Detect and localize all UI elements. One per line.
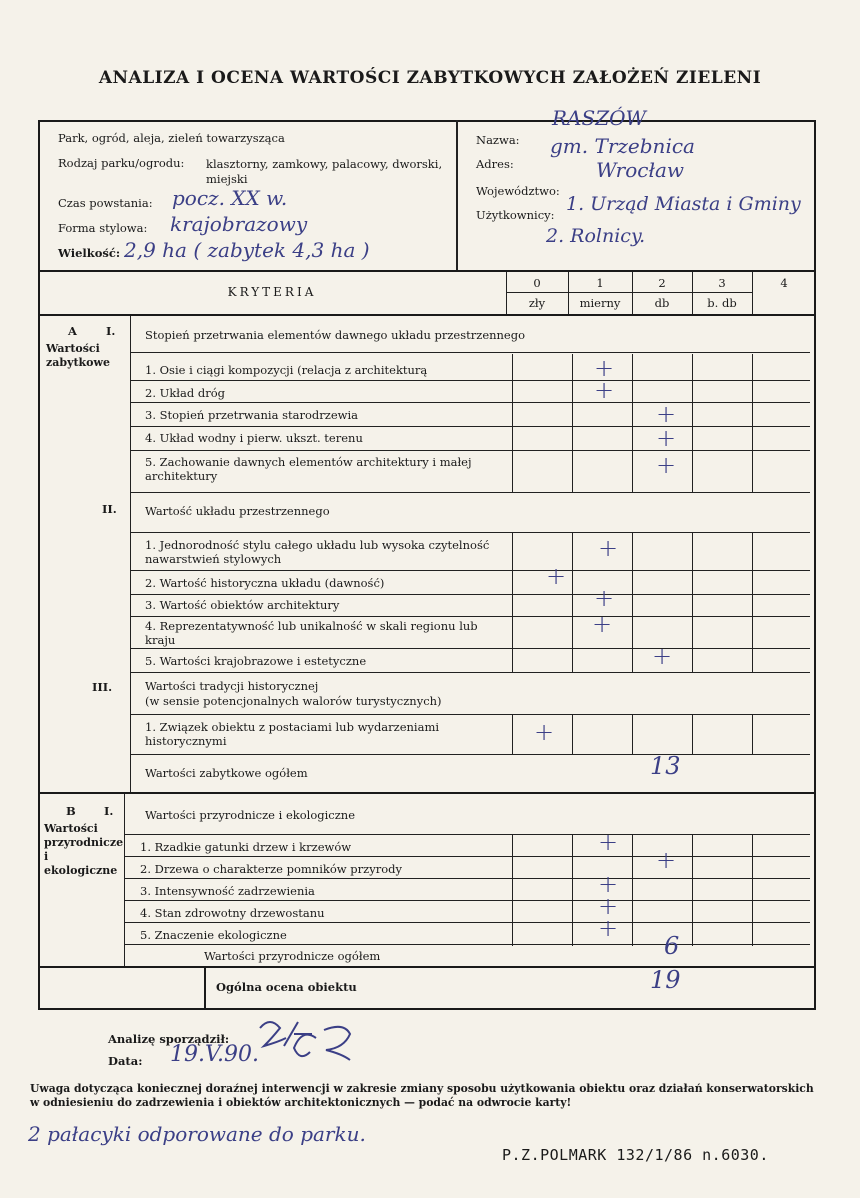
mark-b1-2: + bbox=[656, 846, 677, 874]
mark-a1-2: + bbox=[594, 376, 615, 404]
prepared-by-label: Analizę sporządził: bbox=[108, 1032, 230, 1046]
section-b-total-label: Wartości przyrodnicze ogółem bbox=[204, 949, 381, 963]
overall-label: Ogólna ocena obiektu bbox=[216, 980, 357, 994]
overall-value: 19 bbox=[650, 966, 681, 994]
section-b-roman: I. bbox=[104, 804, 114, 818]
uzytkownicy-value-2: 2. Rolnicy. bbox=[546, 225, 646, 247]
criterion-a1-5: 5. Zachowanie dawnych elementów architektury i małej architektury bbox=[145, 455, 472, 483]
section-a-total-label: Wartości zabytkowe ogółem bbox=[145, 766, 308, 780]
intervention-note: Uwaga dotycząca koniecznej doraźnej interwencji w zakresie zmiany sposobu użytkowania obiektu oraz działań konserwatorskich w odniesieniu do zadrzewienia i obiektów architektonicznych — podać na odwrocie karty! bbox=[30, 1082, 814, 1109]
group-a2-title: Wartość układu przestrzennego bbox=[145, 504, 330, 518]
criterion-b1-4: 4. Stan zdrowotny drzewostanu bbox=[140, 906, 325, 920]
group-a1-title: Stopień przetrwania elementów dawnego układu przestrzennego bbox=[145, 328, 526, 342]
handwritten-note: 2 pałacyki odporowane do parku. bbox=[28, 1122, 366, 1146]
section-a-name: Wartości zabytkowe bbox=[46, 342, 110, 369]
group-a3-title: Wartości tradycji historycznej bbox=[145, 679, 319, 693]
prepared-by-signature bbox=[254, 1016, 374, 1071]
mark-a2-4: + bbox=[592, 610, 613, 638]
printer-mark: P.Z.POLMARK 132/1/86 n.6030. bbox=[502, 1146, 769, 1164]
nazwa-value: RASZÓW bbox=[552, 106, 647, 130]
criterion-a1-3: 3. Stopień przetrwania starodrzewia bbox=[145, 408, 358, 422]
adres-value-2: Wrocław bbox=[596, 158, 684, 182]
mark-a1-1: + bbox=[594, 354, 615, 382]
criterion-a1-4: 4. Układ wodny i pierw. ukszt. terenu bbox=[145, 431, 363, 445]
group-a2-roman: II. bbox=[102, 502, 117, 516]
section-b-total-value: 6 bbox=[664, 932, 680, 960]
section-a-letter: A bbox=[68, 324, 77, 338]
date-label: Data: bbox=[108, 1054, 143, 1068]
adres-value: gm. Trzebnica bbox=[550, 134, 695, 158]
group-a3-subtitle: (w sensie potencjonalnych walorów turystycznych) bbox=[145, 694, 442, 708]
uzytkownicy-value: 1. Urząd Miasta i Gminy bbox=[566, 193, 801, 215]
signature-drawing bbox=[254, 1016, 374, 1064]
criterion-b1-5: 5. Znaczenie ekologiczne bbox=[140, 928, 287, 942]
column-2-number: 2 bbox=[658, 276, 666, 290]
column-3-number: 3 bbox=[718, 276, 726, 290]
section-a-roman: I. bbox=[106, 324, 116, 338]
rodzaj-options: klasztorny, zamkowy, palacowy, dworski, bbox=[206, 157, 443, 171]
mark-b1-3: + bbox=[598, 870, 619, 898]
forma-label: Forma stylowa: bbox=[58, 221, 148, 235]
forma-value: krajobrazowy bbox=[170, 212, 308, 236]
section-b-name: Wartości przyrodnicze i ekologiczne bbox=[44, 822, 124, 877]
section-a-total-value: 13 bbox=[650, 752, 681, 780]
column-0-label: zły bbox=[528, 296, 546, 310]
criterion-a1-1: 1. Osie i ciągi kompozycji (relacja z architekturą bbox=[145, 363, 428, 377]
criterion-b1-1: 1. Rzadkie gatunki drzew i krzewów bbox=[140, 840, 352, 854]
criterion-a3-1: 1. Związek obiektu z postaciami lub wydarzeniami historycznymi bbox=[145, 720, 440, 748]
czas-value: pocz. XX w. bbox=[172, 186, 288, 210]
group-a3-roman: III. bbox=[92, 680, 113, 694]
column-0-number: 0 bbox=[533, 276, 541, 290]
document-title: ANALIZA I OCENA WARTOŚCI ZABYTKOWYCH ZAŁOŻEŃ ZIELENI bbox=[98, 68, 762, 88]
rodzaj-label: Rodzaj parku/ogrodu: bbox=[58, 156, 185, 170]
date-value: 19.V.90. bbox=[170, 1042, 260, 1067]
mark-a2-2: + bbox=[546, 562, 567, 590]
column-1-label: mierny bbox=[579, 296, 621, 310]
mark-a2-1: + bbox=[598, 534, 619, 562]
mark-b1-4: + bbox=[598, 892, 619, 920]
criterion-a2-3: 3. Wartość obiektów architektury bbox=[145, 598, 340, 612]
criterion-a2-2: 2. Wartość historyczna układu (dawność) bbox=[145, 576, 385, 590]
adres-label: Adres: bbox=[476, 157, 514, 171]
wielkosc-value: 2,9 ha ( zabytek 4,3 ha ) bbox=[124, 238, 370, 262]
mark-a2-3: + bbox=[594, 584, 615, 612]
criterion-a2-4: 4. Reprezentatywność lub unikalność w skali regionu lub kraju bbox=[145, 619, 478, 647]
kryteria-label: KRYTERIA bbox=[227, 285, 317, 299]
czas-label: Czas powstania: bbox=[58, 196, 153, 210]
criterion-a1-2: 2. Układ dróg bbox=[145, 386, 226, 400]
mark-a1-5: + bbox=[656, 451, 677, 479]
column-2-label: db bbox=[654, 296, 670, 310]
mark-a1-4: + bbox=[656, 424, 677, 452]
wojewodztwo-label: Województwo: bbox=[476, 184, 560, 198]
criterion-b1-3: 3. Intensywność zadrzewienia bbox=[140, 884, 315, 898]
mark-a1-3: + bbox=[656, 400, 677, 428]
mark-b1-5: + bbox=[598, 914, 619, 942]
criterion-b1-2: 2. Drzewa o charakterze pomników przyrody bbox=[140, 862, 402, 876]
park-type-label: Park, ogród, aleja, zieleń towarzysząca bbox=[58, 131, 285, 145]
column-3-label: b. db bbox=[707, 296, 737, 310]
mark-b1-1: + bbox=[598, 828, 619, 856]
mark-a3-1: + bbox=[534, 718, 555, 746]
section-b-letter: B bbox=[66, 804, 76, 818]
rodzaj-options-2: miejski bbox=[206, 172, 248, 186]
mark-a2-5: + bbox=[652, 642, 673, 670]
wielkosc-label: Wielkość: bbox=[58, 246, 121, 260]
criterion-a2-1: 1. Jednorodność stylu całego układu lub wysoka czytelność nawarstwień stylowych bbox=[145, 538, 490, 566]
column-1-number: 1 bbox=[596, 276, 604, 290]
nazwa-label: Nazwa: bbox=[476, 133, 520, 147]
uzytkownicy-label: Użytkownicy: bbox=[476, 208, 555, 222]
group-b1-title: Wartości przyrodnicze i ekologiczne bbox=[145, 808, 356, 822]
column-4-number: 4 bbox=[780, 276, 788, 290]
criterion-a2-5: 5. Wartości krajobrazowe i estetyczne bbox=[145, 654, 367, 668]
